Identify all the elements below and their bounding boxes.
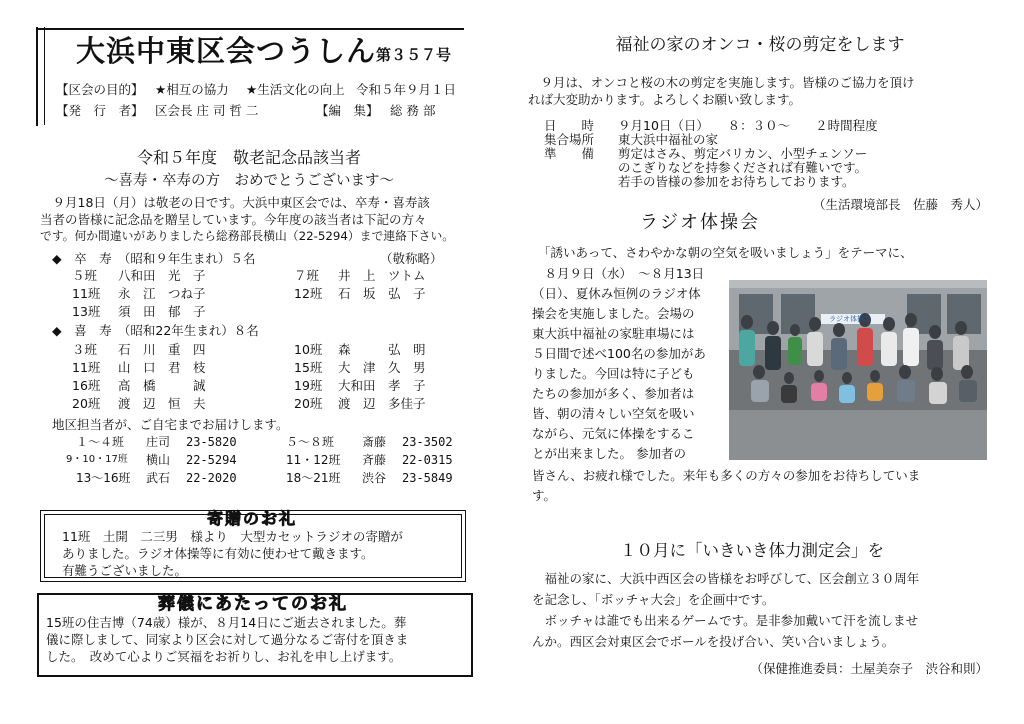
fitness-line: 福祉の家に、大浜中西区会の皆様をお呼びして、区会創立３０周年 bbox=[532, 571, 920, 586]
keiro-intro-line: です。何か間違いがありましたら総務部長横山（22-5294）まで連絡下さい。 bbox=[40, 229, 455, 243]
keiro-title: 令和５年度 敬老記念品該当者 bbox=[136, 148, 361, 167]
radio-title: ラジオ体操会 bbox=[640, 212, 760, 233]
radio-line: たちの参加が多く、参加者は bbox=[532, 386, 695, 401]
person-name: 森 弘 明 bbox=[338, 342, 426, 357]
kizo-line: 有難うございました。 bbox=[62, 563, 188, 578]
contact-phone: 22-2020 bbox=[186, 471, 237, 485]
contact-groups: １～４班 bbox=[76, 435, 125, 449]
prep-value: 若手の皆様の参加をお待ちしております。 bbox=[618, 174, 855, 189]
purpose-label: 【区会の目的】 bbox=[56, 82, 144, 97]
kizo-title: 寄贈のお礼 bbox=[206, 509, 297, 528]
contact-name: 横山 bbox=[146, 453, 171, 467]
person-name: 高 橋 誠 bbox=[118, 378, 206, 393]
sotsuju-list bbox=[72, 268, 472, 320]
contact-table bbox=[66, 434, 476, 488]
sougi-line: した。 改めて心よりご冥福をお祈りし、お礼を申し上げます。 bbox=[46, 649, 402, 664]
place-label: 集合場所 bbox=[544, 132, 595, 147]
contact-name: 斎藤 bbox=[362, 435, 387, 449]
issue-number: 第３５７号 bbox=[376, 46, 452, 64]
place-value: 東大浜中福祉の家 bbox=[618, 132, 719, 147]
contact-name: 斉藤 bbox=[362, 453, 387, 467]
fitness-body bbox=[532, 568, 1002, 652]
fitness-line: を記念し、「ボッチャ大会」を企画中です。 bbox=[532, 592, 775, 607]
contact-name: 武石 bbox=[146, 471, 171, 485]
group-number: ５班 bbox=[72, 268, 98, 283]
radio-line: 皆さん、お疲れ様でした。来年も多くの方々の参加をお待ちしていま bbox=[532, 468, 921, 483]
masthead-divider bbox=[36, 27, 45, 125]
purpose-row bbox=[56, 80, 456, 100]
person-name: 渡 辺 多佳子 bbox=[338, 396, 426, 411]
photo-banner: ラジオ体操会 bbox=[829, 315, 871, 323]
group-photo-image bbox=[729, 280, 987, 460]
kiju-list bbox=[72, 342, 472, 414]
person-name: 石 坂 弘 子 bbox=[338, 286, 426, 301]
contact-groups: 11・12班 bbox=[286, 453, 341, 467]
person-name: 石 川 重 四 bbox=[118, 342, 206, 357]
purpose-culture: ★生活文化の向上 bbox=[246, 82, 345, 97]
pruning-intro bbox=[528, 74, 998, 108]
radio-line: とが出来ました。 参加者の bbox=[532, 446, 686, 461]
keiro-intro-line: 当者の皆様に記念品を贈呈しています。今年度の該当者は下記の方々 bbox=[40, 212, 427, 227]
prep-value: 剪定はさみ、剪定バリカン、小型チェンソー bbox=[618, 146, 868, 161]
fitness-line: んか。西区会対東区会でボールを投げ合い、笑い合いましょう。 bbox=[532, 634, 895, 649]
radio-theme: 「誘いあって、さわやかな朝の空気を吸いましょう」をテーマに、 bbox=[538, 245, 913, 260]
group-number: 20班 bbox=[72, 396, 101, 411]
honorific-note: （敬称略） bbox=[380, 251, 443, 266]
sougi-body bbox=[46, 614, 466, 665]
date-label: 日 時 bbox=[544, 118, 595, 133]
person-name: 渡 辺 恒 夫 bbox=[118, 396, 206, 411]
delivery-note: 地区担当者が、ご自宅までお届けします。 bbox=[52, 417, 289, 432]
radio-line: 皆、朝の清々しい空気を吸い bbox=[532, 406, 695, 421]
group-number: ７班 bbox=[294, 268, 320, 283]
radio-line: す。 bbox=[532, 488, 557, 503]
contact-groups: 9・10・17班 bbox=[66, 454, 128, 465]
purpose-cooperation: ★相互の協力 bbox=[155, 82, 229, 97]
kiju-header: ◆ 喜 寿 （昭和22年生まれ）８名 bbox=[52, 323, 259, 338]
group-number: 19班 bbox=[294, 378, 323, 393]
person-name: 井 上 ツトム bbox=[338, 268, 426, 283]
person-name: 須 田 郁 子 bbox=[118, 304, 206, 319]
person-name: 大 津 久 男 bbox=[338, 360, 426, 375]
radio-line: （日）、夏休み恒例のラジオ体 bbox=[532, 286, 701, 301]
group-number: 12班 bbox=[294, 286, 323, 301]
publisher-row bbox=[56, 101, 456, 121]
group-photo bbox=[729, 280, 987, 460]
radio-side-text bbox=[532, 264, 728, 464]
contact-name: 庄司 bbox=[146, 435, 171, 449]
sougi-line: 15班の住吉博（74歳）様が、８月14日にご逝去されました。葬 bbox=[46, 615, 407, 630]
contact-groups: 18～21班 bbox=[286, 471, 341, 485]
kizo-line: 11班 土開 二三男 様より 大型カセットラジオの寄贈が bbox=[62, 529, 403, 544]
kizo-body bbox=[62, 528, 457, 579]
group-number: ３班 bbox=[72, 342, 98, 357]
contact-name: 渋谷 bbox=[362, 471, 387, 485]
masthead-title: 大浜中東区会つうしん bbox=[76, 34, 377, 68]
fitness-line: ボッチャは誰でも出来るゲームです。是非参加戴いて汗を流しませ bbox=[532, 613, 919, 628]
issue-date: 令和５年９月１日 bbox=[356, 82, 457, 97]
keiro-subtitle: ～喜寿・卒寿の方 おめでとうございます～ bbox=[104, 173, 394, 189]
person-name: 八和田 光 子 bbox=[118, 268, 206, 283]
fitness-title: １０月に「いきいき体力測定会」を bbox=[620, 541, 884, 560]
pruning-signature: （生活環境部長 佐藤 秀人） bbox=[812, 197, 988, 212]
group-number: 11班 bbox=[72, 286, 101, 301]
contact-groups: ５～８班 bbox=[286, 435, 335, 449]
keiro-intro-line: ９月18日（月）は敬老の日です。大浜中東区会では、卒寿・喜寿該 bbox=[40, 195, 430, 210]
editor-name: 総 務 部 bbox=[390, 103, 436, 118]
publisher-label: 【発 行 者】 bbox=[56, 103, 144, 118]
publisher-name: 区会長 庄 司 哲 二 bbox=[155, 103, 259, 118]
date-value: ９月10日（日） ８：３０～ ２時間程度 bbox=[618, 118, 878, 133]
radio-line: ５日間で述べ100名の参加があ bbox=[532, 346, 706, 361]
person-name: 山 口 君 枝 bbox=[118, 360, 206, 375]
radio-line: ８月９日（水） ～８月13日 bbox=[532, 266, 705, 281]
keiro-intro bbox=[40, 194, 480, 245]
kizo-line: ありました。ラジオ体操等に有効に使わせて戴きます。 bbox=[62, 546, 374, 561]
contact-phone: 23-3502 bbox=[402, 435, 453, 449]
radio-line: 東大浜中福祉の家駐車場には bbox=[532, 326, 695, 341]
contact-phone: 22-5294 bbox=[186, 453, 237, 467]
sougi-line: 儀に際しまして、同家より区会に対して過分なるご寄付を頂きま bbox=[46, 632, 409, 647]
sougi-title: 葬儀にあたってのお礼 bbox=[158, 594, 348, 614]
group-number: 10班 bbox=[294, 342, 323, 357]
prep-value: のこぎりなどを持参くだされば有難いです。 bbox=[618, 160, 868, 175]
group-number: 20班 bbox=[294, 396, 323, 411]
person-name: 大和田 孝 子 bbox=[338, 378, 426, 393]
fitness-signature: （保健推進委員：土屋美奈子 渋谷和則） bbox=[750, 661, 988, 676]
contact-phone: 22-0315 bbox=[402, 453, 453, 467]
radio-line: りました。今回は特に子ども bbox=[532, 366, 695, 381]
group-number: 15班 bbox=[294, 360, 323, 375]
radio-line: 操会を実施しました。会場の bbox=[532, 306, 695, 321]
sotsuju-header: ◆ 卒 寿 （昭和９年生まれ）５名 bbox=[52, 251, 256, 266]
radio-line: ながら、元気に体操をするこ bbox=[532, 426, 695, 441]
pruning-title: 福祉の家のオンコ・桜の剪定をします bbox=[615, 35, 905, 55]
contact-phone: 23-5849 bbox=[402, 471, 453, 485]
prep-label: 準 備 bbox=[544, 146, 595, 161]
contact-groups: 13～16班 bbox=[76, 471, 131, 485]
radio-tail bbox=[532, 466, 1002, 506]
group-number: 16班 bbox=[72, 378, 101, 393]
person-name: 永 江 つね子 bbox=[118, 286, 206, 301]
group-number: 13班 bbox=[72, 304, 101, 319]
group-number: 11班 bbox=[72, 360, 101, 375]
pruning-intro-line: れば大変助かります。よろしくお願い致します。 bbox=[528, 92, 802, 107]
contact-phone: 23-5820 bbox=[186, 435, 237, 449]
editor-label: 【編 集】 bbox=[316, 103, 379, 118]
pruning-intro-line: ９月は、オンコと桜の木の剪定を実施します。皆様のご協力を頂け bbox=[528, 75, 915, 90]
